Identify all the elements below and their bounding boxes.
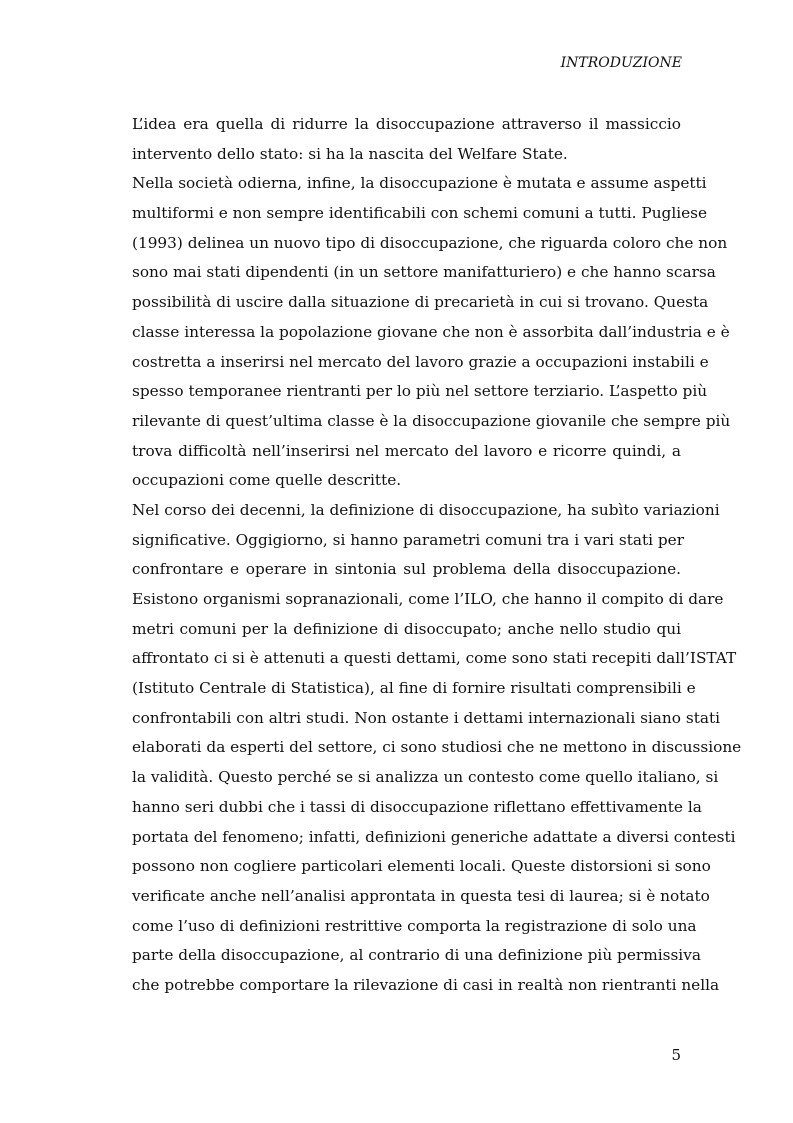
text-line: costretta a inserirsi nel mercato del lavoro grazie a occupazioni instabili e bbox=[132, 352, 709, 371]
text-line: trova difficoltà nell’inserirsi nel mercato del lavoro e ricorre quindi, a bbox=[132, 441, 681, 460]
text-line: confrontare e operare in sintonia sul problema della disoccupazione. bbox=[132, 560, 681, 579]
text-line: verificate anche nell’analisi approntata in questa tesi di laurea; si è notato bbox=[132, 886, 710, 905]
text-line: che potrebbe comportare la rilevazione di casi in realtà non rientranti nella bbox=[132, 975, 720, 994]
running-header: INTRODUZIONE bbox=[560, 55, 682, 71]
text-line: hanno seri dubbi che i tassi di disoccupazione riflettano effettivamente la bbox=[132, 797, 702, 816]
text-line: elaborati da esperti del settore, ci sono studiosi che ne mettono in discussione bbox=[132, 738, 742, 757]
text-line: occupazioni come quelle descritte. bbox=[132, 471, 402, 490]
text-line: sono mai stati dipendenti (in un settore manifatturiero) e che hanno scarsa bbox=[132, 263, 716, 282]
text-line: (1993) delinea un nuovo tipo di disoccupazione, che riguarda coloro che non bbox=[132, 233, 728, 252]
text-line: metri comuni per la definizione di disoccupato; anche nello studio qui bbox=[132, 619, 681, 638]
text-line: la validità. Questo perché se si analizza un contesto come quello italiano, si bbox=[132, 768, 719, 787]
body-text bbox=[132, 110, 742, 1001]
text-line: Nella società odierna, infine, la disoccupazione è mutata e assume aspetti bbox=[132, 174, 707, 193]
text-line: significative. Oggigiorno, si hanno parametri comuni tra i vari stati per bbox=[132, 530, 685, 549]
text-line: intervento dello stato: si ha la nascita del Welfare State. bbox=[132, 144, 568, 163]
text-line: Nel corso dei decenni, la definizione di disoccupazione, ha subìto variazioni bbox=[132, 500, 720, 519]
text-line: (Istituto Centrale di Statistica), al fine di fornire risultati comprensibili e bbox=[132, 679, 696, 698]
text-line: affrontato ci si è attenuti a questi dettami, come sono stati recepiti dall’ISTAT bbox=[132, 649, 737, 668]
text-line: parte della disoccupazione, al contrario di una definizione più permissiva bbox=[132, 946, 701, 965]
text-line: rilevante di quest’ultima classe è la disoccupazione giovanile che sempre più bbox=[132, 411, 731, 430]
text-line: confrontabili con altri studi. Non ostante i dettami internazionali siano stati bbox=[132, 708, 721, 727]
text-line: possono non cogliere particolari elementi locali. Queste distorsioni si sono bbox=[132, 857, 711, 876]
text-line: spesso temporanee rientranti per lo più nel settore terziario. L’aspetto più bbox=[132, 382, 708, 401]
text-line: L’idea era quella di ridurre la disoccupazione attraverso il massiccio bbox=[132, 115, 681, 133]
text-line: portata del fenomeno; infatti, definizioni generiche adattate a diversi contesti bbox=[132, 827, 736, 846]
page-number: 5 bbox=[671, 1046, 681, 1064]
text-line: possibilità di uscire dalla situazione di precarietà in cui si trovano. Questa bbox=[132, 293, 709, 312]
text-line: multiformi e non sempre identificabili con schemi comuni a tutti. Pugliese bbox=[132, 204, 708, 223]
text-line: Esistono organismi sopranazionali, come l’ILO, che hanno il compito di dare bbox=[132, 590, 724, 608]
text-line: come l’uso di definizioni restrittive comporta la registrazione di solo una bbox=[132, 916, 697, 935]
text-line: classe interessa la popolazione giovane che non è assorbita dall’industria e è bbox=[132, 322, 730, 341]
